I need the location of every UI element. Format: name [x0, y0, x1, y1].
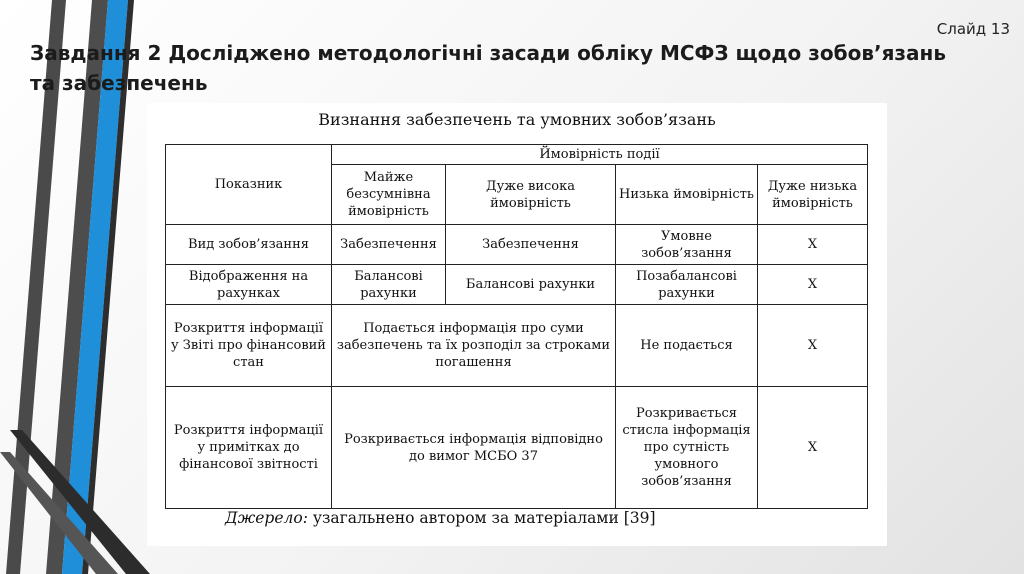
- table-cell: Балансові рахунки: [446, 265, 616, 305]
- merged-cell: Подається інформація про суми забезпечень та їх розподіл за строками погашення: [332, 305, 616, 387]
- table-row: [166, 225, 868, 265]
- table-row: [166, 305, 868, 387]
- table-cell: Балансові рахунки: [332, 265, 446, 305]
- table-row: [166, 387, 868, 509]
- table-cell: X: [758, 387, 868, 509]
- col-header: Низька ймовірність: [616, 165, 758, 225]
- table-cell: Умовне зобов’язання: [616, 225, 758, 265]
- merged-cell: Розкривається інформація відповідно до вимог МСБО 37: [332, 387, 616, 509]
- header-probability-group: Ймовірність події: [332, 145, 868, 165]
- table-cell: Забезпечення: [332, 225, 446, 265]
- row-label: Відображення на рахунках: [166, 265, 332, 305]
- col-header: Майже безсумнівна ймовірність: [332, 165, 446, 225]
- table-cell: Забезпечення: [446, 225, 616, 265]
- table-cell: Позабалансові рахунки: [616, 265, 758, 305]
- col-header: Дуже висока ймовірність: [446, 165, 616, 225]
- source-label: Джерело:: [225, 509, 308, 527]
- table-cell: X: [758, 265, 868, 305]
- source-note: [225, 509, 656, 527]
- table-cell: Розкривається стисла інформація про сутність умовного зобов’язання: [616, 387, 758, 509]
- slide-number: Слайд 13: [936, 20, 1010, 38]
- table-row: [166, 265, 868, 305]
- row-label: Розкриття інформації у примітках до фінансової звітності: [166, 387, 332, 509]
- row-label: Вид зобов’язання: [166, 225, 332, 265]
- table-cell: X: [758, 305, 868, 387]
- header-indicator: Показник: [166, 145, 332, 225]
- table-cell: Не подається: [616, 305, 758, 387]
- row-label: Розкриття інформації у Звіті про фінансовий стан: [166, 305, 332, 387]
- table-figure: [147, 103, 887, 546]
- figure-caption: Визнання забезпечень та умовних зобов’язань: [318, 110, 716, 129]
- source-text: узагальнено автором за матеріалами [39]: [307, 509, 656, 527]
- col-header: Дуже низька ймовірність: [758, 165, 868, 225]
- slide-title: Завдання 2 Досліджено методологічні засади обліку МСФЗ щодо зобов’язань та забезпечень: [30, 41, 946, 95]
- provisions-table: [165, 144, 868, 509]
- table-cell: X: [758, 225, 868, 265]
